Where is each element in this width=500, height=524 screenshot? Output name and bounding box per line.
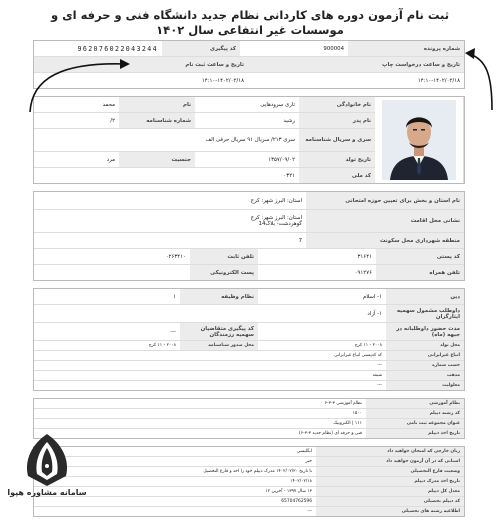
- duty-label: نظام وظیفه: [180, 289, 258, 304]
- extra2-value: شیعه: [34, 371, 386, 380]
- email-value: [34, 265, 190, 280]
- district-label: منطقه شهرداری محل سکونت: [306, 233, 464, 248]
- address-line-1: استان: البرز شهر: کرج: [250, 215, 302, 221]
- postal-label: کد پستی: [376, 249, 464, 264]
- brand-name: سامانه مشاوره هپوا: [7, 488, 87, 497]
- h5-label: معدل کل دیپلم: [316, 487, 464, 496]
- history-box: [33, 446, 465, 517]
- mobile-label: تلفن همراه: [376, 265, 464, 280]
- birth-label: تاریخ تولد: [299, 152, 375, 167]
- system-value: نظام آموزشی ۳-۳-۶: [34, 399, 366, 408]
- pen-nib-icon: [4, 432, 90, 488]
- field-label: عنوان مجموعه ثبت نامی: [366, 419, 464, 428]
- issue-place-label: محل صدور شناسنامه: [180, 341, 258, 350]
- extra3-label: معلولیت: [386, 381, 464, 390]
- diploma-code: ۱۵۰۰: [34, 409, 366, 418]
- system-label: نظام آموزشی: [366, 399, 464, 408]
- file-number: 900004: [240, 41, 348, 56]
- print-date-label: تاریخ و ساعت درخواست چاپ: [248, 57, 464, 72]
- duty-value: ۱: [34, 289, 180, 304]
- print-date: ۱۴:۱۰-۱۴۰۲/۰۲/۱۸: [248, 73, 464, 88]
- applicant-photo: [382, 100, 456, 180]
- h7-label: اطلاعیه رشته های تحصیلی: [316, 507, 464, 516]
- postal-code: ۳۱۶۴۱: [258, 249, 376, 264]
- h5-value: ۱۳ سال ۱۳۹۷ - آخرین ۱۲: [34, 487, 316, 496]
- national-code-label: کد ملی: [299, 168, 375, 183]
- h1-label: زبان خارجی که امتحان خواهید داد: [316, 447, 464, 456]
- quota-box: [33, 288, 465, 391]
- front-label: مدت حضور داوطلبانه در جبهه (ماه): [386, 323, 464, 340]
- foreign-label: اتباع غیرایرانی: [386, 351, 464, 360]
- extra3-value: ---: [34, 381, 386, 390]
- email-label: پست الکترونیکی: [190, 265, 258, 280]
- father-name: رشید: [195, 113, 299, 128]
- father-label: نام پدر: [299, 113, 375, 128]
- h3-label: وضعیت فارغ التحصیلی: [316, 467, 464, 476]
- contact-box: [33, 191, 465, 281]
- last-name: تاری سرودهایی: [195, 97, 299, 112]
- field-value: ۱۱۱ | الکترونیک: [34, 419, 366, 428]
- birth-place: ۲۰۰۸ - ۱۱ کرج: [258, 341, 386, 350]
- front-value: [258, 323, 386, 340]
- page-title: ثبت نام آزمون دوره های کاردانی نظام جدید دانشگاه فنی و حرفه ای و موسسات غیر انتفاعی سال ۱۴۰۲: [50, 8, 450, 37]
- h4-label: تاریخ اخذ مدرک دیپلم: [316, 477, 464, 486]
- diploma-code-label: کد رشته دیپلم: [366, 409, 464, 418]
- birth-place-label: محل تولد: [386, 341, 464, 350]
- province-exam-label: نام استان و بخش برای تعیین حوزه امتحانی: [306, 192, 464, 209]
- file-number-label: شماره پرونده: [348, 41, 464, 56]
- quota-label: داوطلب مشمول سهمیه ایثارگران: [386, 305, 464, 322]
- h2-label: استانی که در آن آزمون خواهید داد: [316, 457, 464, 466]
- left-arrow-icon: [22, 56, 142, 116]
- address-label: نشانی محل اقامت: [306, 210, 464, 232]
- phone-label: تلفن ثابت: [190, 249, 258, 264]
- province-exam: استان: البرز شهر: کرج: [34, 192, 306, 209]
- religion-value: ۱- اسلام: [258, 289, 386, 304]
- org-quota-value: ---: [34, 323, 180, 340]
- org-quota-label: کد پیگیری متقاضیان سهمیه رزمندگان: [180, 323, 258, 340]
- first-name-label: نام: [119, 97, 195, 112]
- extra1-value: ---: [34, 361, 386, 370]
- reg-date-label: تاریخ و ساعت ثبت نام: [34, 57, 248, 72]
- district-value: 7: [34, 233, 306, 248]
- extra1-label: حسب شماره: [386, 361, 464, 370]
- h3-value: تا تاریخ ۱۴۰۲/۰۲/۳۰ مدرک دیپلم خود را اخذ و فارغ التحصیل: [34, 467, 316, 476]
- education-box: [33, 398, 465, 439]
- h7-value: ---: [34, 507, 316, 516]
- national-code: ۰۳۲۱: [34, 168, 299, 183]
- extra2-label: مذهب: [386, 371, 464, 380]
- birth-date: ۱۳۵۷/۰۹/۰۲: [195, 152, 299, 167]
- serial-value: سری ۲۱۳/ سریال ۹۱ سریال حرفی الف: [34, 129, 299, 151]
- religion-label: دین: [386, 289, 464, 304]
- h6-label: کد دیپلم تحصیلی: [316, 497, 464, 506]
- photo-cell: [375, 97, 464, 183]
- quota-value: ۱- آزاد: [34, 305, 386, 322]
- serial-label: سری و سریال شناسنامه: [299, 129, 375, 151]
- id-number: ۲/: [34, 113, 119, 128]
- reg-date: ۱۴:۱۰-۱۴۰۲/۰۲/۱۸: [34, 73, 248, 88]
- last-name-label: نام خانوادگی: [299, 97, 375, 112]
- mobile-value: ۰۹۱۲۷۶: [258, 265, 376, 280]
- tracking-code: 962076022043244: [34, 41, 162, 56]
- brand-logo: [4, 432, 90, 502]
- first-name: محمد: [34, 97, 119, 112]
- phone-value: ۰۲۶۳۴۱۰: [34, 249, 190, 264]
- right-arrow-icon: [462, 44, 498, 114]
- h2-value: خیر: [34, 457, 316, 466]
- gender-value: مرد: [34, 152, 119, 167]
- gender-label: جنسیت: [119, 152, 195, 167]
- foreign-value: کد کدپستی اتباع غیرایرانی: [34, 351, 386, 360]
- issue-place: ۲۰۰۸ - ۱۱ کرج: [34, 341, 180, 350]
- grad-value: فنی و حرفه ای (نظام جدید ۳-۳-۶): [34, 429, 366, 438]
- grad-label: تاریخ اخذ دیپلم: [366, 429, 464, 438]
- h1-value: انگلیسی: [34, 447, 316, 456]
- h4-value: ۱۴۰۲/۰۲/۱۸: [34, 477, 316, 486]
- address-line-2: گوهردشت- بلاک14: [258, 221, 302, 227]
- h6-value: 65704762596: [34, 497, 316, 506]
- tracking-label: کد پیگیری: [162, 41, 240, 56]
- id-number-label: شماره شناسنامه: [119, 113, 195, 128]
